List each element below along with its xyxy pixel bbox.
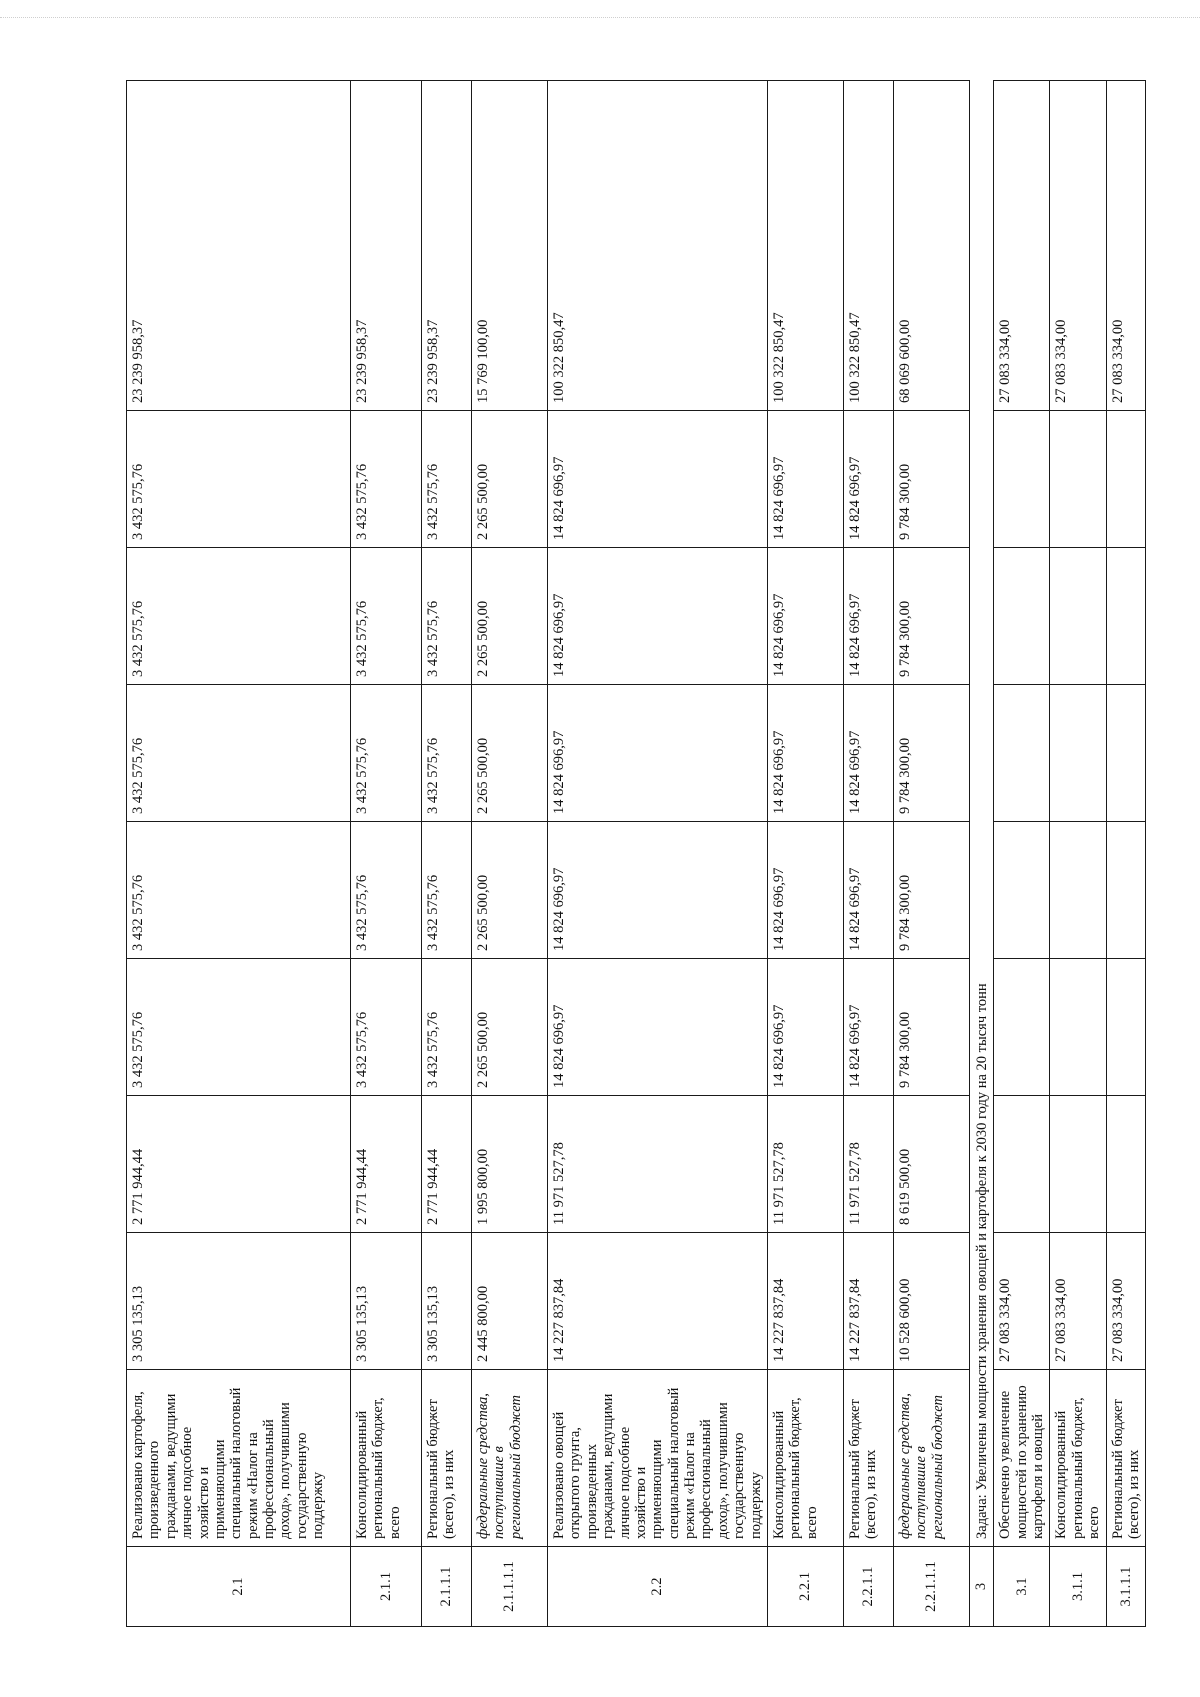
- value-cell: 1 995 800,00: [472, 1096, 548, 1233]
- value-cell: 3 305 135,13: [127, 1233, 351, 1370]
- value-cell: [994, 822, 1050, 959]
- table-row: [472, 81, 548, 1627]
- value-cell: [1050, 548, 1106, 685]
- value-cell-total: 100 322 850,47: [843, 81, 893, 411]
- value-cell: 27 083 334,00: [1050, 1233, 1106, 1370]
- row-number: 2.2.1.1: [843, 1547, 893, 1627]
- value-cell-total: 100 322 850,47: [767, 81, 843, 411]
- table-row: [351, 81, 422, 1627]
- value-cell: 3 432 575,76: [351, 822, 422, 959]
- value-cell: 2 265 500,00: [472, 411, 548, 548]
- value-cell: [1106, 1096, 1146, 1233]
- table-row: [1106, 81, 1146, 1627]
- row-number: 2.1.1.1: [422, 1547, 472, 1627]
- table-row: [843, 81, 893, 1627]
- row-number: 3.1.1.1: [1106, 1547, 1146, 1627]
- row-name: Обеспечено увеличение мощностей по хранению картофеля и овощей: [994, 1370, 1050, 1547]
- row-number: 3.1.1: [1050, 1547, 1106, 1627]
- value-cell: [994, 685, 1050, 822]
- value-cell: 9 784 300,00: [893, 685, 969, 822]
- value-cell: 9 784 300,00: [893, 959, 969, 1096]
- row-name: федеральные средства, поступившие в региональный бюджет: [893, 1370, 969, 1547]
- row-number: 3.1: [994, 1547, 1050, 1627]
- value-cell: 3 432 575,76: [422, 548, 472, 685]
- row-name: Реализовано овощей открытого грунта, произведенных гражданами, ведущими личное подсобное хозяйство и применяющими специальный налоговый режим «Налог на профессиональный доход», получившими государственную поддержку: [548, 1370, 768, 1547]
- value-cell: 14 824 696,97: [843, 822, 893, 959]
- row-name: Консолидированный региональный бюджет, всего: [767, 1370, 843, 1547]
- value-cell: 3 432 575,76: [127, 959, 351, 1096]
- value-cell-total: 27 083 334,00: [1050, 81, 1106, 411]
- value-cell: 3 305 135,13: [351, 1233, 422, 1370]
- row-number: 2.1.1: [351, 1547, 422, 1627]
- value-cell: 3 432 575,76: [351, 959, 422, 1096]
- value-cell: 2 445 800,00: [472, 1233, 548, 1370]
- value-cell: 2 265 500,00: [472, 959, 548, 1096]
- value-cell-total: 27 083 334,00: [1106, 81, 1146, 411]
- value-cell-total: 23 239 958,37: [351, 81, 422, 411]
- row-number: 2.1: [127, 1547, 351, 1627]
- value-cell: 3 432 575,76: [351, 548, 422, 685]
- row-name: Региональный бюджет (всего), из них: [1106, 1370, 1146, 1547]
- value-cell: [1106, 822, 1146, 959]
- table-row: [127, 81, 351, 1627]
- value-cell: 9 784 300,00: [893, 822, 969, 959]
- row-name: Консолидированный региональный бюджет, всего: [1050, 1370, 1106, 1547]
- value-cell: [1050, 685, 1106, 822]
- value-cell: 14 824 696,97: [548, 685, 768, 822]
- value-cell: 14 227 837,84: [843, 1233, 893, 1370]
- value-cell-total: 23 239 958,37: [422, 81, 472, 411]
- value-cell: 2 771 944,44: [351, 1096, 422, 1233]
- value-cell: 3 432 575,76: [127, 411, 351, 548]
- value-cell: [1050, 822, 1106, 959]
- value-cell: 2 265 500,00: [472, 685, 548, 822]
- table-row: [893, 81, 969, 1627]
- value-cell: 14 824 696,97: [767, 959, 843, 1096]
- task-heading: Задача: Увеличены мощности хранения овощей и картофеля к 2030 году на 20 тысяч тонн: [969, 81, 993, 1547]
- value-cell: 11 971 527,78: [548, 1096, 768, 1233]
- row-number: 2.2.1: [767, 1547, 843, 1627]
- value-cell: 2 265 500,00: [472, 822, 548, 959]
- budget-table: [126, 80, 1146, 1627]
- value-cell: 14 227 837,84: [548, 1233, 768, 1370]
- value-cell: [994, 548, 1050, 685]
- row-name: Реализовано картофеля, произведенного гражданами, ведущими личное подсобное хозяйство и применяющими специальный налоговый режим «Налог на профессиональный доход», получившими государственную поддержку: [127, 1370, 351, 1547]
- value-cell: [1106, 959, 1146, 1096]
- value-cell-total: 15 769 100,00: [472, 81, 548, 411]
- table-body: [127, 81, 1146, 1627]
- value-cell: [1050, 1096, 1106, 1233]
- task-number: 3: [969, 1547, 993, 1627]
- value-cell: 3 432 575,76: [127, 548, 351, 685]
- value-cell: [994, 411, 1050, 548]
- value-cell: 2 771 944,44: [422, 1096, 472, 1233]
- value-cell: 14 227 837,84: [767, 1233, 843, 1370]
- value-cell: 10 528 600,00: [893, 1233, 969, 1370]
- value-cell: 9 784 300,00: [893, 411, 969, 548]
- value-cell: [994, 959, 1050, 1096]
- value-cell: 3 432 575,76: [422, 685, 472, 822]
- value-cell: 14 824 696,97: [767, 822, 843, 959]
- value-cell: 14 824 696,97: [548, 548, 768, 685]
- value-cell: 11 971 527,78: [767, 1096, 843, 1233]
- value-cell: 11 971 527,78: [843, 1096, 893, 1233]
- value-cell: [1106, 685, 1146, 822]
- table-row: [1050, 81, 1106, 1627]
- row-number: 2.2.1.1.1: [893, 1547, 969, 1627]
- table-row: [767, 81, 843, 1627]
- value-cell: 8 619 500,00: [893, 1096, 969, 1233]
- value-cell: 14 824 696,97: [548, 822, 768, 959]
- value-cell-total: 68 069 600,00: [893, 81, 969, 411]
- value-cell: [1050, 959, 1106, 1096]
- value-cell: 14 824 696,97: [548, 959, 768, 1096]
- value-cell: 3 432 575,76: [422, 822, 472, 959]
- value-cell: 14 824 696,97: [548, 411, 768, 548]
- document-page: [126, 81, 1142, 1627]
- row-name: Региональный бюджет (всего), из них: [422, 1370, 472, 1547]
- value-cell: 14 824 696,97: [767, 685, 843, 822]
- rotated-table-container: [126, 81, 1142, 1627]
- value-cell: 14 824 696,97: [767, 411, 843, 548]
- table-row: [422, 81, 472, 1627]
- value-cell: 14 824 696,97: [843, 411, 893, 548]
- value-cell: [1106, 411, 1146, 548]
- value-cell: 3 432 575,76: [127, 822, 351, 959]
- value-cell: 14 824 696,97: [843, 685, 893, 822]
- task-row: [969, 81, 993, 1627]
- value-cell: 3 432 575,76: [351, 411, 422, 548]
- value-cell: 14 824 696,97: [767, 548, 843, 685]
- value-cell-total: 27 083 334,00: [994, 81, 1050, 411]
- value-cell-total: 23 239 958,37: [127, 81, 351, 411]
- scan-edge: [0, 17, 1200, 18]
- row-number: 2.1.1.1.1: [472, 1547, 548, 1627]
- value-cell: 2 771 944,44: [127, 1096, 351, 1233]
- value-cell: 3 432 575,76: [351, 685, 422, 822]
- value-cell: 27 083 334,00: [1106, 1233, 1146, 1370]
- value-cell: 2 265 500,00: [472, 548, 548, 685]
- value-cell: [1106, 548, 1146, 685]
- value-cell: [1050, 411, 1106, 548]
- table-row: [994, 81, 1050, 1627]
- value-cell: 3 432 575,76: [127, 685, 351, 822]
- value-cell: 3 305 135,13: [422, 1233, 472, 1370]
- table-row: [548, 81, 768, 1627]
- row-name: Региональный бюджет (всего), из них: [843, 1370, 893, 1547]
- value-cell: 27 083 334,00: [994, 1233, 1050, 1370]
- row-number: 2.2: [548, 1547, 768, 1627]
- value-cell: 3 432 575,76: [422, 959, 472, 1096]
- value-cell: [994, 1096, 1050, 1233]
- value-cell: 14 824 696,97: [843, 959, 893, 1096]
- value-cell: 14 824 696,97: [843, 548, 893, 685]
- value-cell: 9 784 300,00: [893, 548, 969, 685]
- row-name: федеральные средства, поступившие в региональный бюджет: [472, 1370, 548, 1547]
- value-cell-total: 100 322 850,47: [548, 81, 768, 411]
- value-cell: 3 432 575,76: [422, 411, 472, 548]
- row-name: Консолидированный региональный бюджет, всего: [351, 1370, 422, 1547]
